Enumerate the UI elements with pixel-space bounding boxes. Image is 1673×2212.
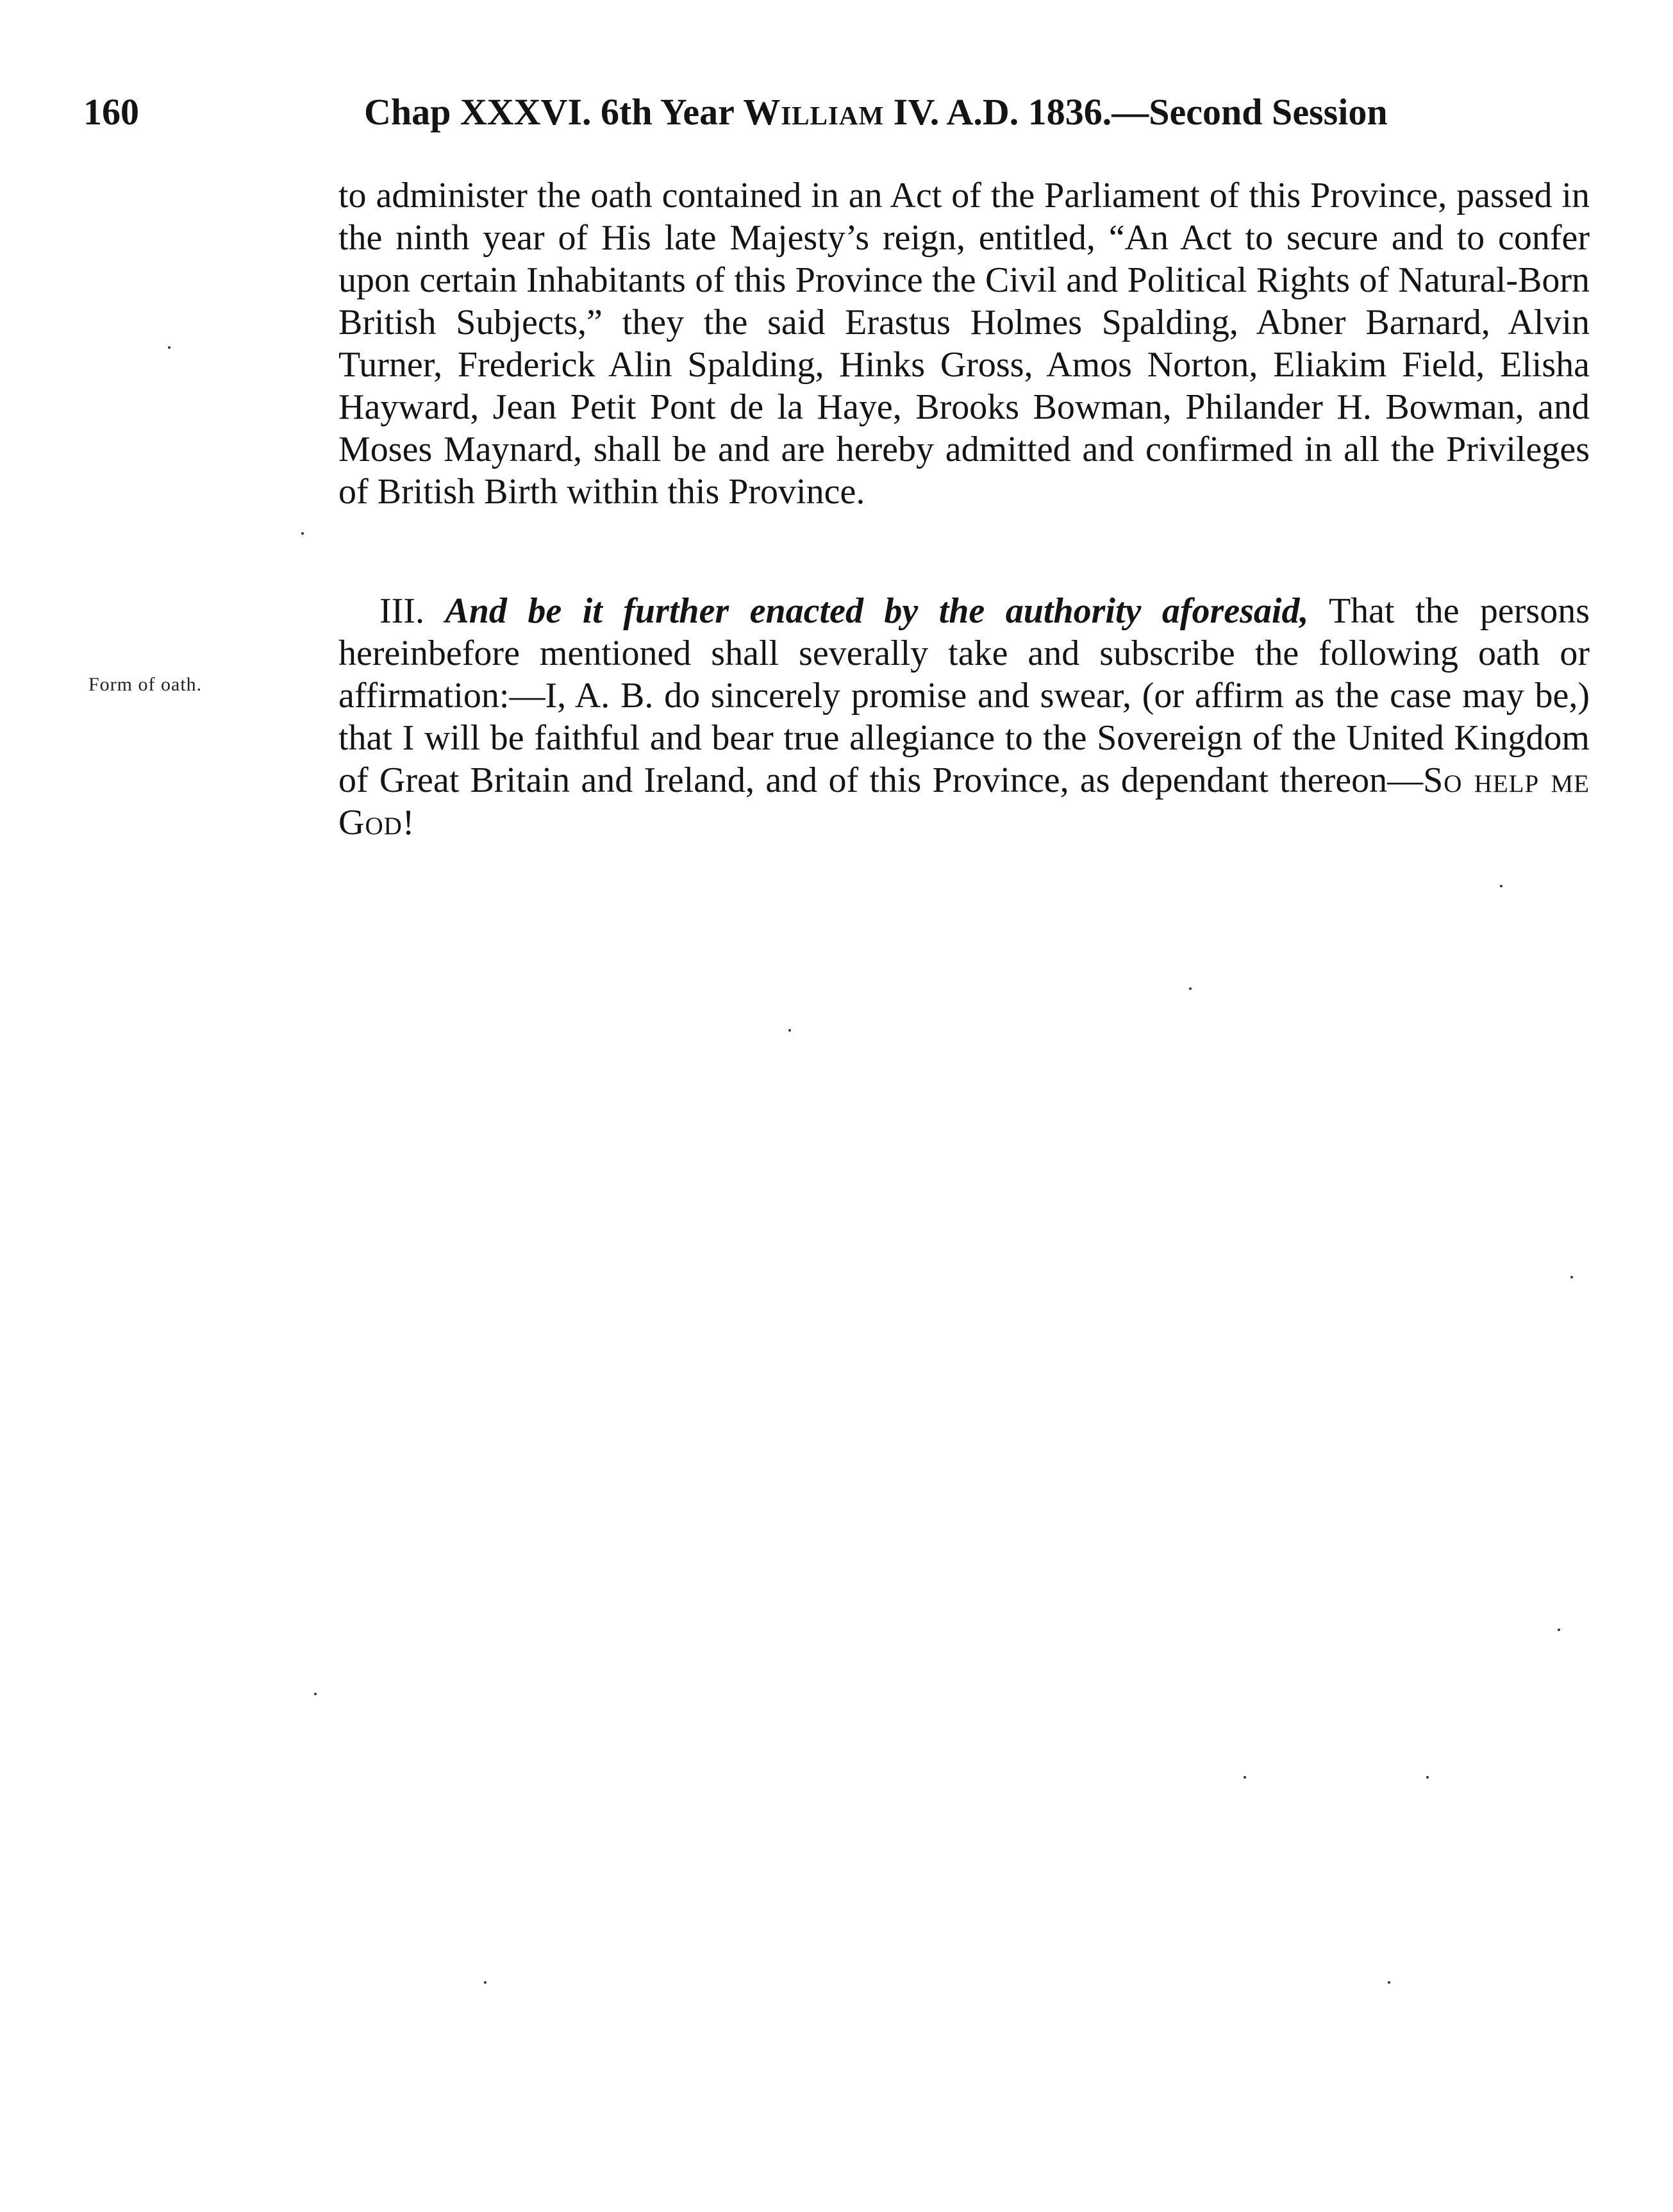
running-head-part1: Chap XXXVI. 6th Year	[364, 91, 744, 133]
page-header	[0, 83, 1673, 141]
print-speck	[168, 346, 171, 349]
running-head-part2: IV. A.D. 1836.—Second Session	[884, 91, 1388, 133]
print-speck	[1570, 1276, 1573, 1278]
enacting-clause: And be it further enacted by the authority aforesaid,	[445, 591, 1309, 631]
paragraph-naturalization: to administer the oath contained in an Act of the Parliament of this Province, passed in the ninth year of His late Majesty’s reign, entitled, “An Act to secure and to confer upon certain Inhabitants of this Province the Civil and Political Rights of Natural-Born British Subjects,” they the said Erastus Holmes Spalding, Abner Barnard, Alvin Turner, Frederick Alin Spalding, Hinks Gross, Amos Norton, Eliakim Field, Elisha Hayward, Jean Petit Pont de la Haye, Brooks Bowman, Philander H. Bowman, and Moses Maynard, shall be and are hereby admitted and confirmed in all the Privileges of British Birth within this Province.	[338, 176, 1590, 512]
oath-closing: So help me God	[338, 760, 1590, 842]
page-number: 160	[83, 91, 139, 133]
paragraph-section-three	[338, 590, 1590, 844]
print-speck	[1500, 885, 1502, 887]
print-speck	[314, 1693, 317, 1695]
print-speck	[301, 532, 304, 535]
print-speck	[1426, 1776, 1429, 1779]
running-head-king: William	[743, 91, 885, 133]
oath-text: That the persons hereinbefore mentioned shall severally take and subscribe the following oath or affirmation:—I, A. B. do sincerely promise and swear, (or affirm as the case may be,) that I will be faithful and bear true allegiance to the Sovereign of the United Kingdom of Great Britain and Ireland, and of this Province, as dependant thereon—	[338, 591, 1590, 800]
print-speck	[788, 1029, 791, 1032]
print-speck	[1388, 1981, 1390, 1984]
oath-closing-punct: !	[402, 803, 415, 842]
margin-note: Form of oath.	[88, 674, 203, 695]
print-speck	[1189, 987, 1192, 990]
section-number: III.	[379, 591, 424, 631]
running-head	[364, 83, 1545, 141]
print-speck	[484, 1981, 487, 1984]
print-speck	[1558, 1629, 1560, 1631]
print-speck	[1244, 1776, 1246, 1779]
